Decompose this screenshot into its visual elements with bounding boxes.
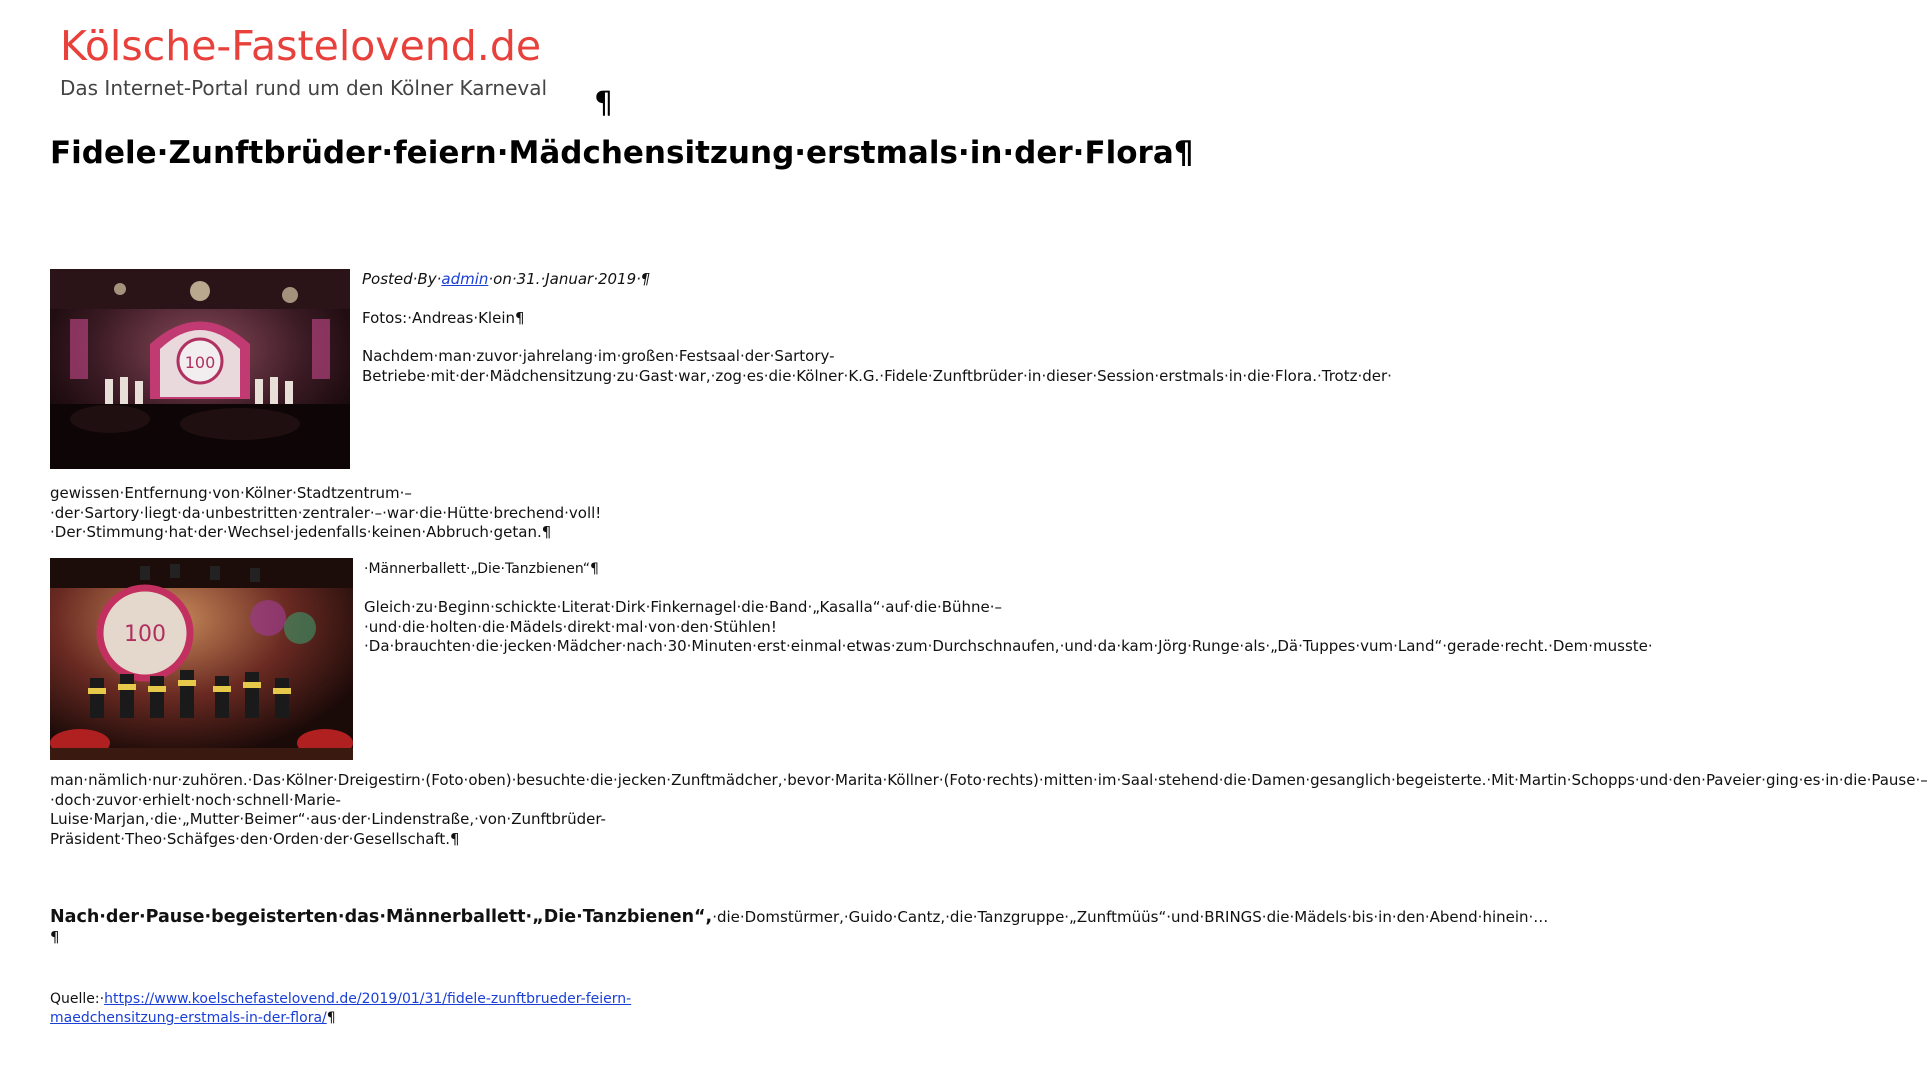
article-title: Fidele·Zunftbrüder·feiern·Mädchensitzung·erstmals·in·der·Flora¶: [50, 135, 1194, 171]
posted-suffix: ·on·31.·Januar·2019·¶: [488, 270, 651, 288]
maennerballett-photo: [50, 558, 353, 760]
source-pilcrow: ¶: [326, 1010, 336, 1026]
paragraph-3-rest: ·die·Domstürmer,·Guido·Cantz,·die·Tanzgruppe·„Zunftmüüs“·und·BRINGS·die·Mädels·bis·in·den·Abend·hinein·…¶: [50, 908, 1549, 946]
post-meta-block: [362, 270, 1392, 386]
site-title: Kölsche-Fastelovend.de: [60, 22, 542, 70]
source-link[interactable]: https://www.koelschefastelovend.de/2019/01/31/fidele-zunftbrueder-feiern-maedchensitzung-erstmals-in-der-flora/: [50, 991, 632, 1026]
header-pilcrow: ¶: [594, 86, 614, 121]
paragraph-3-bold: Nach·der·Pause·begeisterten·das·Männerballett·„Die·Tanzbienen“,: [50, 907, 713, 927]
photo-credit: Fotos:·Andreas·Klein¶: [362, 308, 525, 327]
photo1-badge: 100: [184, 353, 216, 372]
source-line: [50, 990, 670, 1028]
site-subtitle: Das Internet-Portal rund um den Kölner Karneval: [60, 76, 548, 100]
photo-2-caption: ·Männerballett·„Die·Tanzbienen“¶: [364, 561, 599, 577]
paragraph-1-continued: gewissen·Entfernung·von·Kölner·Stadtzentrum·–·der·Sartory·liegt·da·unbestritten·zentraler·–·war·die·Hütte·brechend·voll!·Der·Stimmung·hat·der·Wechsel·jedenfalls·keinen·Abbruch·getan.¶: [50, 484, 602, 541]
photo2-badge: 100: [124, 622, 166, 647]
paragraph-2-right: Gleich·zu·Beginn·schickte·Literat·Dirk·Finkernagel·die·Band·„Kasalla“·auf·die·Bühne·–·und·die·holten·die·Mädels·direkt·mal·von·den·Stühlen!·Da·brauchten·die·jecken·Mädcher·nach·30·Minuten·erst·einmal·etwas·zum·Durchschnaufen,·und·da·kam·Jörg·Runge·als·„Dä·Tuppes·vum·Land“·gerade·recht.·Dem·musste·: [364, 598, 1653, 655]
author-link[interactable]: admin: [441, 270, 489, 288]
paragraph-2-continued: man·nämlich·nur·zuhören.·Das·Kölner·Dreigestirn·(Foto·oben)·besuchte·die·jecken·Zunftmädcher,·bevor·Marita·Köllner·(Foto·rechts)·mitten·im·Saal·stehend·die·Damen·gesanglich·begeisterte.·Mit·Martin·Schopps·und·den·Paveier·ging·es·in·die·Pause·–·doch·zuvor·erhielt·noch·schnell·Marie-Luise·Marjan,·die·„Mutter·Beimer“·aus·der·Lindenstraße,·von·Zunftbrüder-Präsident·Theo·Schäfges·den·Orden·der·Gesellschaft.¶: [50, 771, 1928, 848]
posted-prefix: Posted·By·: [362, 270, 442, 288]
source-label: Quelle:·: [50, 991, 105, 1007]
carnival-stage-photo: [50, 269, 350, 469]
paragraph-3: [50, 907, 1549, 947]
paragraph-1-right: Nachdem·man·zuvor·jahrelang·im·großen·Festsaal·der·Sartory-Betriebe·mit·der·Mädchensitzung·zu·Gast·war,·zog·es·die·Kölner·K.G.·Fidele·Zunftbrüder·in·dieser·Session·erstmals·in·die·Flora.·Trotz·der·: [362, 347, 1392, 385]
